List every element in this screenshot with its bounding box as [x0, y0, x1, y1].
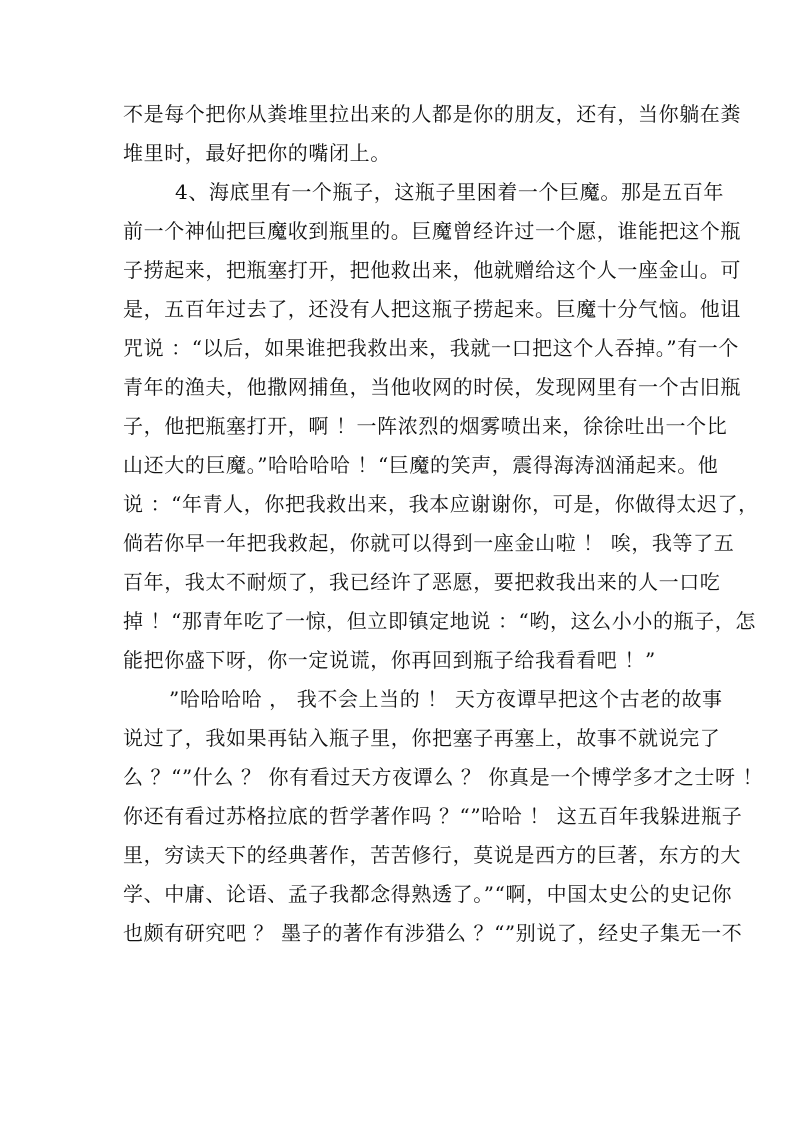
- text-line: 不是每个把你从粪堆里拉出来的人都是你的朋友，还有，当你躺在粪: [123, 102, 741, 126]
- text-line: 能把你盛下呀，你一定说谎，你再回到瓶子给我看看吧 ！”: [123, 648, 656, 672]
- text-line: 也颇有研究吧 ？ 墨子的著作有涉猎么 ？“”别说了，经史子集无一不: [123, 921, 743, 945]
- text-line: 么 ？“”什么 ？ 你有看过天方夜谭么 ？ 你真是一个博学多才之士呀 ！: [123, 765, 764, 789]
- text-line: 堆里时，最好把你的嘴闭上。: [123, 141, 391, 165]
- text-line: 百年，我太不耐烦了，我已经许了恶愿，要把救我出来的人一口吃: [123, 570, 721, 594]
- text-line: 前一个神仙把巨魔收到瓶里的。巨魔曾经许过一个愿，谁能把这个瓶: [123, 219, 741, 243]
- text-line: 子捞起来，把瓶塞打开，把他救出来，他就赠给这个人一座金山。可: [123, 258, 741, 282]
- text-line: 学、中庸、论语、孟子我都念得熟透了。”“啊，中国太史公的史记你: [123, 882, 733, 906]
- text-line: 咒说 ：“以后，如果谁把我救出来，我就一口把这个人吞掉。”有一个: [123, 336, 740, 360]
- text-line: 说 ：“年青人，你把我救出来，我本应谢谢你，可是，你做得太迟了，: [123, 492, 759, 516]
- text-line: 说过了，我如果再钻入瓶子里，你把塞子再塞上，故事不就说完了: [123, 726, 721, 750]
- paragraph-start-line: ”哈哈哈哈 ， 我不会上当的 ！ 天方夜谭早把这个古老的故事: [169, 687, 723, 711]
- text-line: 掉 ！“那青年吃了一惊，但立即镇定地说 ：“哟，这么小小的瓶子，怎: [123, 609, 756, 633]
- text-line: 青年的渔夫，他撒网捕鱼，当他收网的时侯，发现网里有一个古旧瓶: [123, 375, 741, 399]
- text-line: 倘若你早一年把我救起，你就可以得到一座金山啦 ！ 唉，我等了五: [123, 531, 735, 555]
- paragraph-start-line: 4、海底里有一个瓶子，这瓶子里困着一个巨魔。那是五百年: [175, 180, 724, 204]
- text-line: 里，穷读天下的经典著作，苦苦修行，莫说是西方的巨著，东方的大: [123, 843, 741, 867]
- text-line: 子，他把瓶塞打开，啊 ！一阵浓烈的烟雾喷出来，徐徐吐出一个比: [123, 414, 728, 438]
- text-line: 你还有看过苏格拉底的哲学著作吗 ？“”哈哈 ！ 这五百年我躲进瓶子: [123, 804, 743, 828]
- body-text: [123, 95, 764, 953]
- text-line: 是，五百年过去了，还没有人把这瓶子捞起来。巨魔十分气恼。他诅: [123, 297, 741, 321]
- text-line: 山还大的巨魔。”哈哈哈哈 ！“巨魔的笑声，震得海涛汹涌起来。他: [123, 453, 719, 477]
